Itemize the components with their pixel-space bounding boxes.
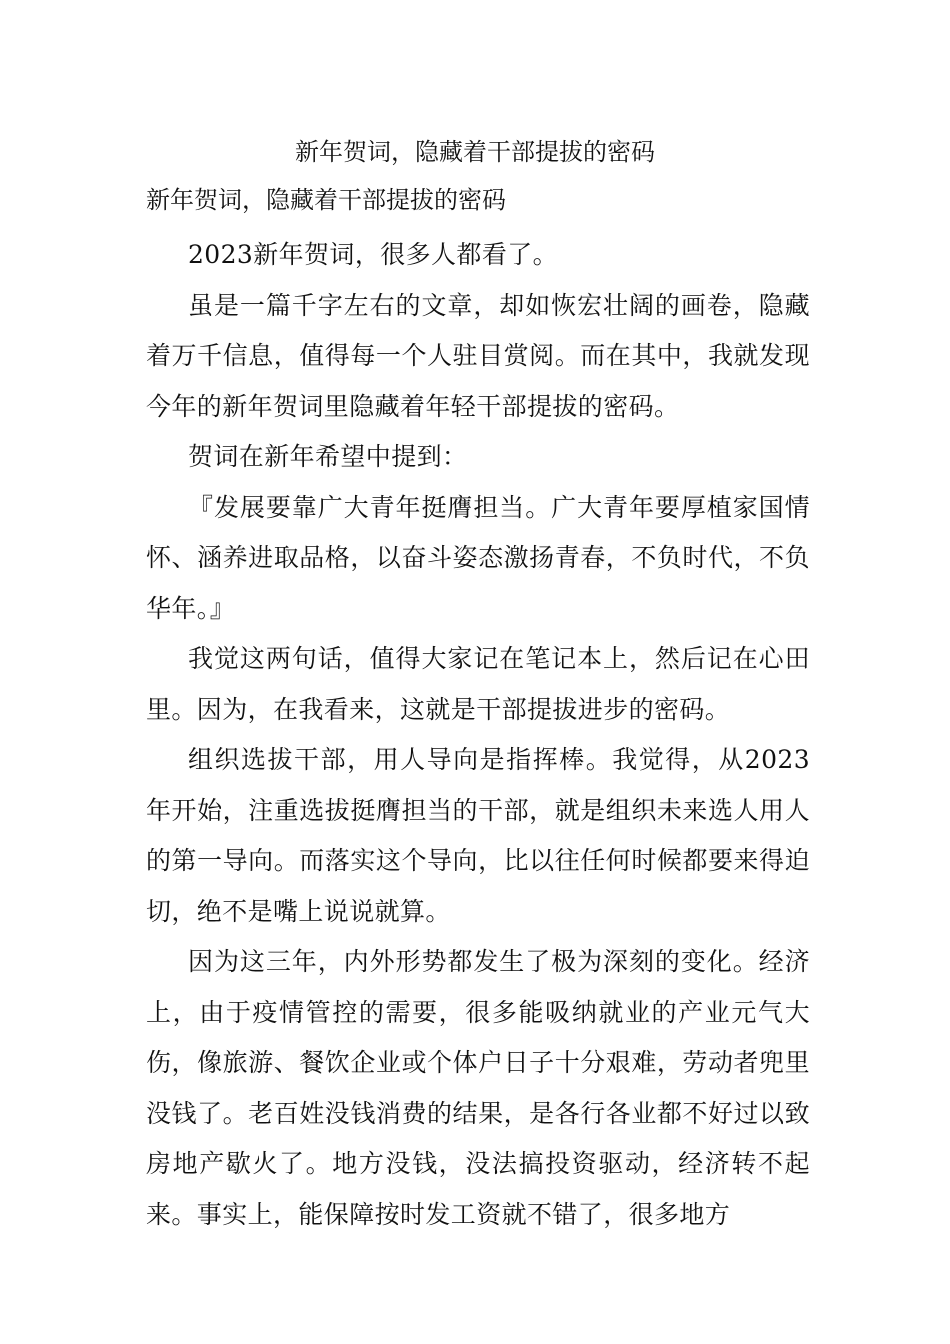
paragraph: 因为这三年，内外形势都发生了极为深刻的变化。经济上，由于疫情管控的需要，很多能吸纳就业的产业元气大伤，像旅游、餐饮企业或个体户日子十分艰难，劳动者兜里没钱了。老百姓没钱消费的结果，是各行各业都不好过以致房地产歇火了。地方没钱，没法搞投资驱动，经济转不起来。事实上，能保障按时发工资就不错了，很多地方: [146, 947, 810, 1229]
paragraph: 虽是一篇千字左右的文章，却如恢宏壮阔的画卷，隐藏着万千信息，值得每一个人驻目赏阅。而在其中，我就发现今年的新年贺词里隐藏着年轻干部提拔的密码。: [146, 290, 810, 421]
paragraph: 贺词在新年希望中提到：: [188, 442, 468, 471]
document-title: 新年贺词，隐藏着干部提拔的密码: [295, 138, 655, 166]
document-subtitle: 新年贺词，隐藏着干部提拔的密码: [146, 186, 506, 214]
paragraph: 2023新年贺词，很多人都看了。: [188, 240, 559, 269]
paragraph: 组织选拔干部，用人导向是指挥棒。我觉得，从2023年开始，注重选拔挺膺担当的干部，就是组织未来选人用人的第一导向。而落实这个导向，比以往任何时候都要来得迫切，绝不是嘴上说说就算。: [146, 745, 810, 926]
paragraph: 我觉这两句话，值得大家记在笔记本上，然后记在心田里。因为，在我看来，这就是干部提拔进步的密码。: [146, 644, 810, 724]
document-body: [146, 182, 810, 1240]
quote-paragraph: 『发展要靠广大青年挺膺担当。广大青年要厚植家国情怀、涵养进取品格，以奋斗姿态激扬青春，不负时代，不负华年。』: [146, 492, 810, 623]
